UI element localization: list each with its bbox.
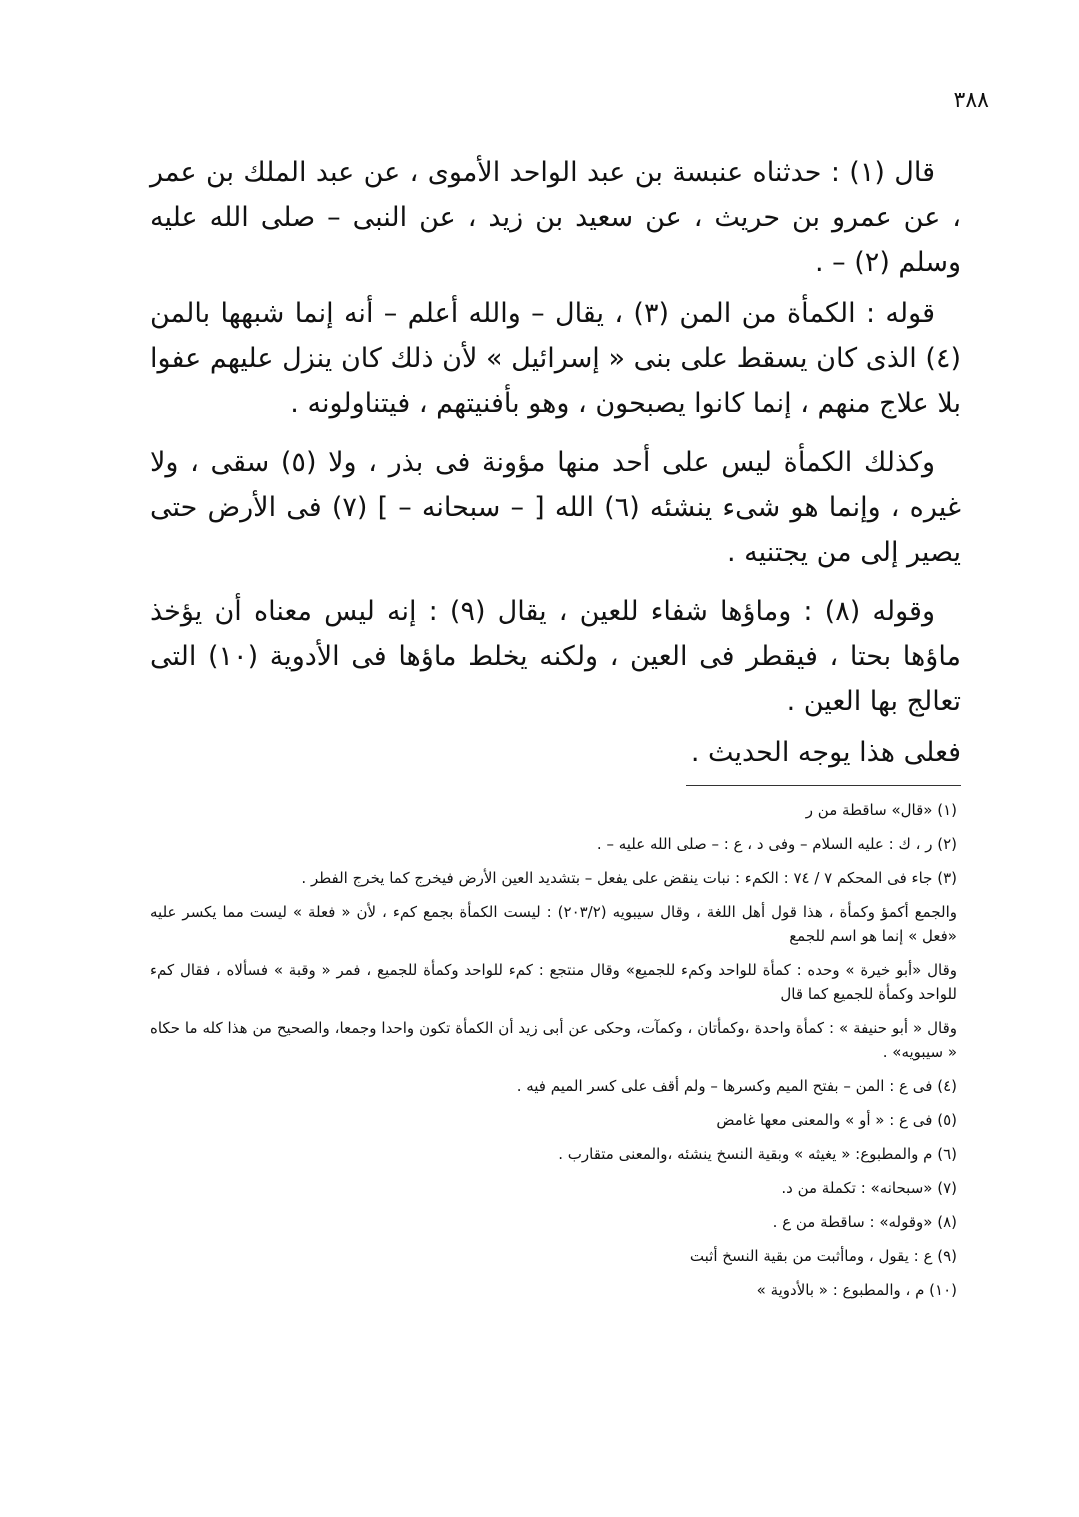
footnote-6: (٦) م والمطبوع: « يغيثه » وبقية النسخ ينشئه ،والمعنى متقارب . [558,1145,957,1163]
footnote-3-line-4: وقال « أبو حنيفة » : كمأة واحدة ،وكمأتان ، وكمآت، وحكى عن أبى زيد أن الكمأة تكون واحدا وجمعا، والصحيح من هذا كله ما حكاه « سيبويه» . [150,1019,957,1061]
footnote-5: (٥) فى ع : « أو » والمعنى معها غامض [716,1111,957,1129]
paragraph-isnad: قال (١) : حدثناه عنبسة بن عبد الواحد الأموى ، عن عبد الملك بن عمر ، عن عمرو بن حريث ، عن سعيد بن زيد ، عن النبى – صلى الله عليه وسلم (٢) – . [150,157,961,278]
paragraph-kamaa-manna: قوله : الكمأة من المن (٣) ، يقال – والله أعلم – أنه إنما شبهها بالمن (٤) الذى كان يسقط على بنى « إسرائيل » لأن ذلك كان ينزل عليهم عفوا بلا علاج منهم ، إنما كانوا يصبحون ، وهو بأفنيتهم ، فيتناولونه . [150,298,961,419]
footnote-3-line-3: وقال «أبو خيرة » وحده : كمأة للواحد وكمء للجميع» وقال منتجع : كمء للواحد وكمأة للجميع ، فمر « وقبة » فسألاه ، فقال كمء للواحد وكمأة للجميع كما قال [150,961,957,1003]
footnote-3 [150,866,957,1064]
footnote-2: (٢) ر ، ك : عليه السلام – وفى د ، ع : – صلى الله عليه – . [596,835,957,853]
footnote-10: (١٠) م ، والمطبوع : « بالأدوية » [756,1281,957,1299]
paragraph-conclusion: فعلى هذا يوجه الحديث . [690,737,961,768]
footnote-3-line-1: (٣) جاء فى المحكم ٧ / ٧٤ : الكمء : نبات ينقض على يفعل – بتشديد العين الأرض فيخرج كما يخرج الفطر . [301,869,957,887]
footnote-9: (٩) ع : يقول ، وماأثبت من بقية النسخ أثبت [689,1247,957,1265]
paragraph-water-eye: وقوله (٨) : وماؤها شفاء للعين ، يقال (٩) : إنه ليس معناه أن يؤخذ ماؤها بحتا ، فيقطر فى العين ، ولكنه يخلط ماؤها فى الأدوية (١٠) التى تعالج بها العين . [150,596,962,717]
main-text [150,150,961,789]
page-number: ٣٨٨ [953,88,989,113]
footnote-7: (٧) «سبحانه» : تكملة من د. [781,1179,957,1197]
footnote-3-line-2: والجمع أكمؤ وكمأة ، هذا قول أهل اللغة ، وقال سيبويه (٢٠٣/٢) : ليست الكمأة بجمع كمء ، لأن « فعلة » ليست مما يكسر عليه «فعل » إنما هو اسم للجمع [150,903,957,945]
footnote-1: (١) «قال» ساقطة من ر [805,801,957,819]
footnote-divider [686,785,961,786]
footnote-8: (٨) «وقوله» : ساقطة من ع . [772,1213,957,1231]
paragraph-no-cost: وكذلك الكمأة ليس على أحد منها مؤونة فى بذر ، ولا (٥) سقى ، ولا غيره ، وإنما هو شىء ينشئه (٦) الله [ – سبحانه – ] (٧) فى الأرض حتى يصير إلى من يجتنيه . [150,447,961,568]
footnote-4: (٤) فى ع : المن – بفتح الميم وكسرها – ولم أقف على كسر الميم فيه . [516,1077,957,1095]
footnotes [150,798,957,1312]
